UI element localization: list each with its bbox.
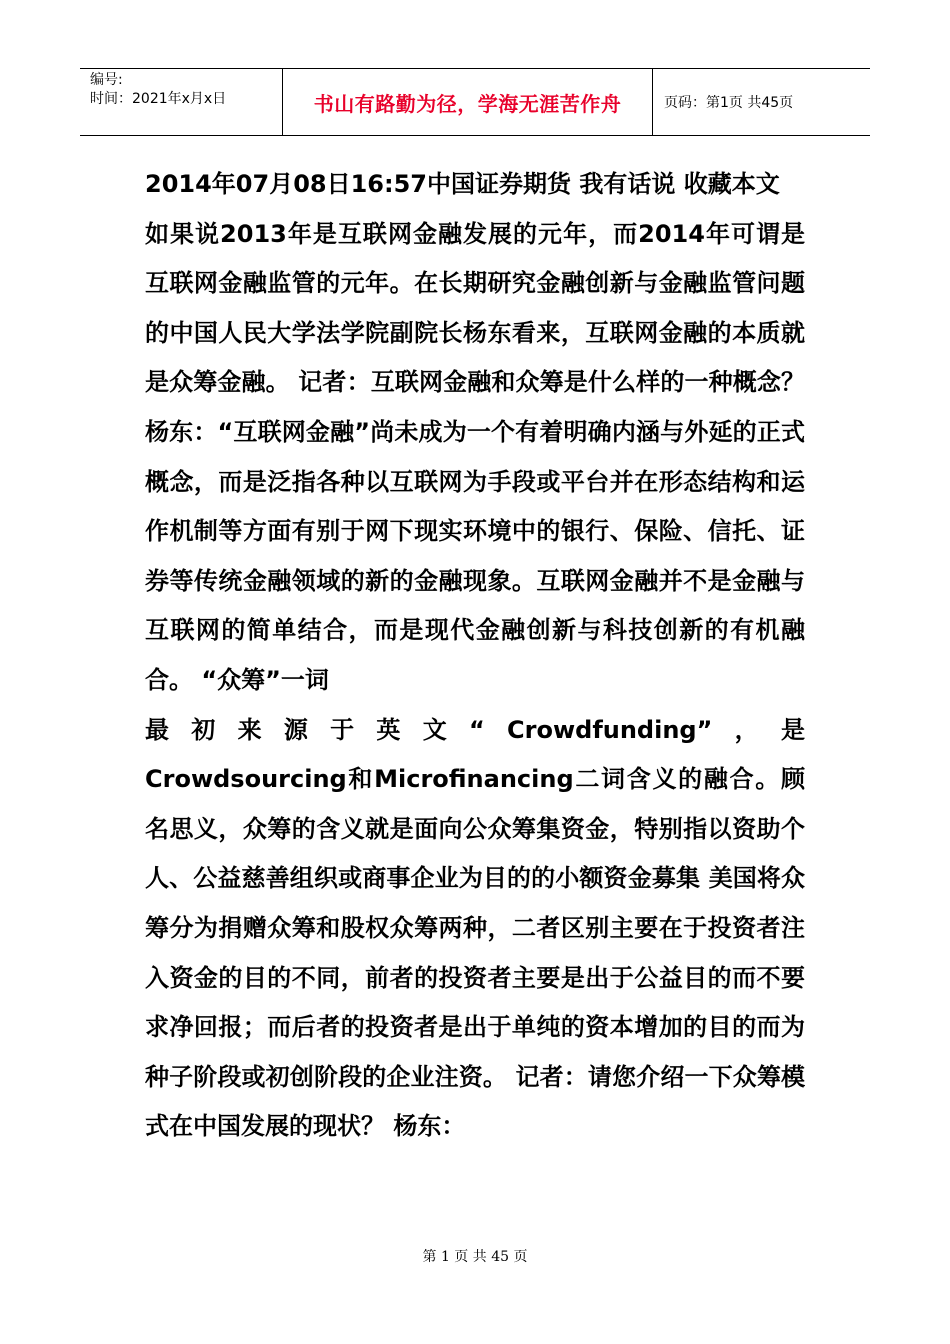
page-number-label: 页码：第1页 共45页 [664, 95, 794, 111]
article-paragraph-2: Crowdsourcing和Microfinancing二词含义的融合。顾名思义，众筹的含义就是面向公众筹集资金，特别指以资助个人、公益慈善组织或商事企业为目的的小额资金募集 美国将众筹分为捐赠众筹和股权众筹两种，二者区别主要在于投资者注入资金的目的不同，前者的投资者主要是出于公益目的而不要求净回报；而后者的投资者是出于单纯的资本增加的目的而为种子阶段或初创阶段的企业注资。 记者：请您介绍一下众筹模式在中国发展的现状？ 杨东： [145, 765, 805, 1141]
article-dateline: 2014年07月08日16:57中国证券期货 我有话说 收藏本文 [145, 170, 780, 198]
header-page-cell [653, 69, 870, 135]
spaced-char: 英 [376, 715, 401, 744]
spaced-char: ， [734, 715, 759, 744]
spaced-char: 文 [422, 715, 447, 744]
article-body [145, 160, 805, 1152]
document-header [80, 68, 870, 136]
spaced-char: “ [468, 715, 485, 744]
spaced-char: 来 [237, 715, 262, 744]
serial-number-label: 编号: [90, 72, 123, 88]
spaced-char: 初 [191, 715, 216, 744]
spaced-char: 源 [283, 715, 308, 744]
spaced-word: Crowdfunding” [507, 715, 713, 744]
motto-text: 书山有路勤为径，学海无涯苦作舟 [313, 91, 622, 116]
time-label: 时间：2021年x月x日 [90, 91, 227, 107]
spaced-char: 最 [145, 715, 169, 744]
header-motto-cell [283, 69, 653, 135]
article-paragraph-1: 如果说2013年是互联网金融发展的元年，而2014年可谓是互联网金融监管的元年。在长期研究金融创新与金融监管问题的中国人民大学法学院副院长杨东看来，互联网金融的本质就是众筹金融。 记者：互联网金融和众筹是什么样的一种概念？ 杨东：“互联网金融”尚未成为一个有着明确内涵与外延的正式概念，而是泛指各种以互联网为手段或平台并在形态结构和运作机制等方面有别于网下现实环境中的银行、保险、信托、证券等传统金融领域的新的金融现象。互联网金融并不是金融与互联网的简单结合，而是现代金融创新与科技创新的有机融合。 “众筹”一词 [145, 219, 805, 694]
spaced-char: 于 [330, 715, 355, 744]
header-meta-cell [80, 69, 283, 135]
article-spaced-line [145, 706, 805, 756]
page-footer: 第 1 页 共 45 页 [422, 1249, 528, 1265]
spaced-char: 是 [780, 715, 805, 744]
